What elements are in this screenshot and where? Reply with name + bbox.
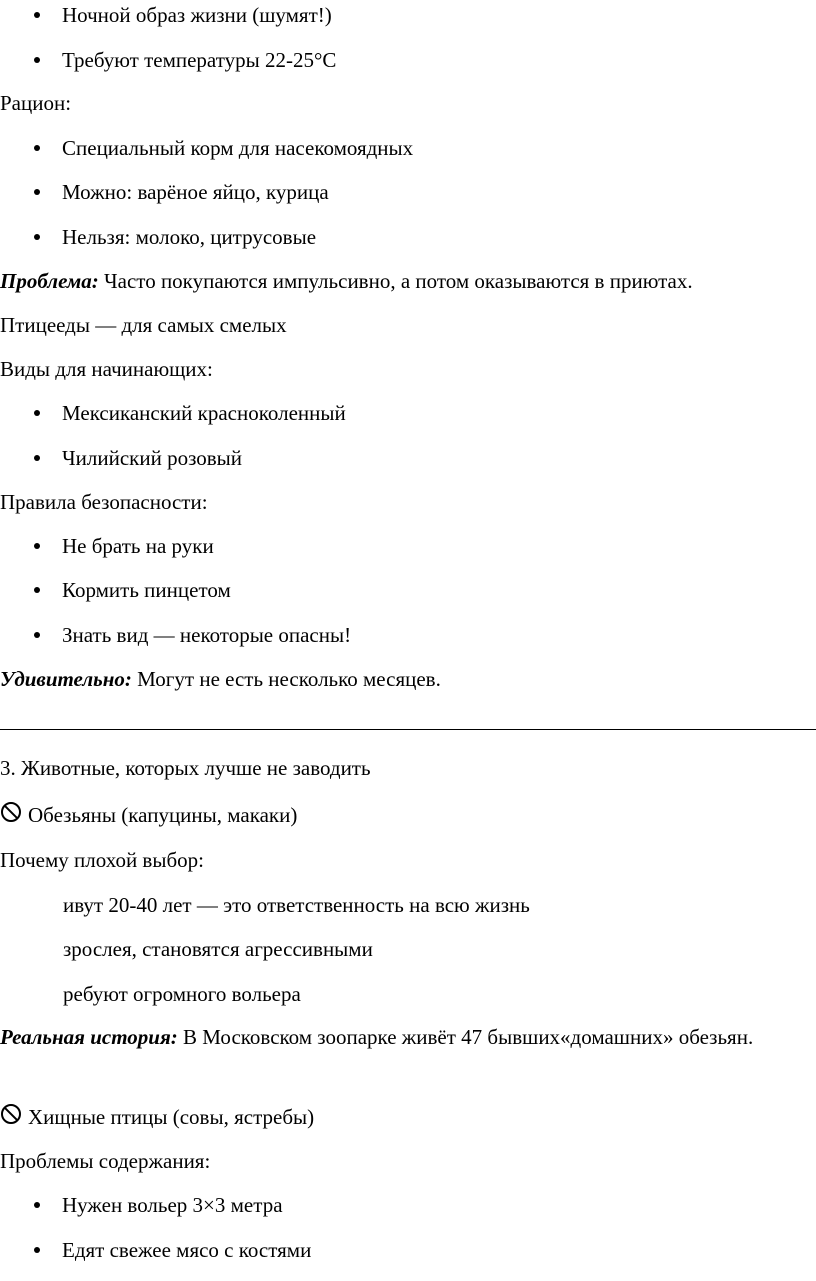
story-paragraph [0,1022,800,1052]
problem-text: Часто покупаются импульсивно, а потом оказываются в приютах. [98,269,693,293]
birds-problems-heading: Проблемы содержания: [0,1149,211,1173]
list-item: зрослея, становятся агрессивными [63,937,373,961]
list-item: ребуют огромного вольера [63,982,301,1006]
bullet-icon [34,145,40,151]
problem-label: Проблема: [0,269,99,293]
list-item: Ночной образ жизни (шумят!) [34,2,332,28]
safety-heading: Правила безопасности: [0,490,208,514]
list-item: Чилийский розовый [34,445,242,471]
bullet-icon [34,234,40,240]
bullet-icon [34,587,40,593]
bullet-icon [34,189,40,195]
bullet-icon [34,12,40,18]
list-item: ивут 20-40 лет — это ответственность на всю жизнь [63,893,530,917]
surprise-paragraph [0,666,441,692]
bullet-icon [34,1202,40,1208]
prohibited-icon [0,1103,22,1131]
list-item: Специальный корм для насекомоядных [34,135,413,161]
list-item: Не брать на руки [34,533,214,559]
list-item: Требуют температуры 22-25°С [34,47,336,73]
bullet-icon [34,543,40,549]
monkeys-title: Обезьяны (капуцины, макаки) [0,802,297,831]
list-item: Едят свежее мясо с костями [34,1237,311,1263]
section-heading: 3. Животные, которых лучше не заводить [0,756,371,780]
diet-heading: Рацион: [0,91,72,115]
monkeys-why-heading: Почему плохой выбор: [0,848,204,872]
bullet-icon [34,1247,40,1253]
list-item: Знать вид — некоторые опасны! [34,622,351,648]
bullet-icon [34,632,40,638]
list-item: Нельзя: молоко, цитрусовые [34,224,316,250]
prohibited-icon [0,801,22,829]
tarantula-title: Птицееды — для самых смелых [0,313,287,337]
birds-title: Хищные птицы (совы, ястребы) [0,1104,314,1133]
surprise-label: Удивительно: [0,667,132,691]
list-item: Мексиканский красноколенный [34,400,346,426]
story-label: Реальная история: [0,1025,178,1049]
horizontal-divider [0,729,816,730]
bullet-icon [34,410,40,416]
list-item: Можно: варёное яйцо, курица [34,179,329,205]
bullet-icon [34,455,40,461]
list-item: Кормить пинцетом [34,577,231,603]
surprise-text: Могут не есть несколько месяцев. [131,667,441,691]
story-text: В Московском зоопарке живёт 47 бывших«домашних» обезьян. [177,1025,754,1049]
list-item: Нужен вольер 3×3 метра [34,1192,283,1218]
problem-paragraph [0,268,693,294]
beginners-heading: Виды для начинающих: [0,357,213,381]
bullet-icon [34,57,40,63]
